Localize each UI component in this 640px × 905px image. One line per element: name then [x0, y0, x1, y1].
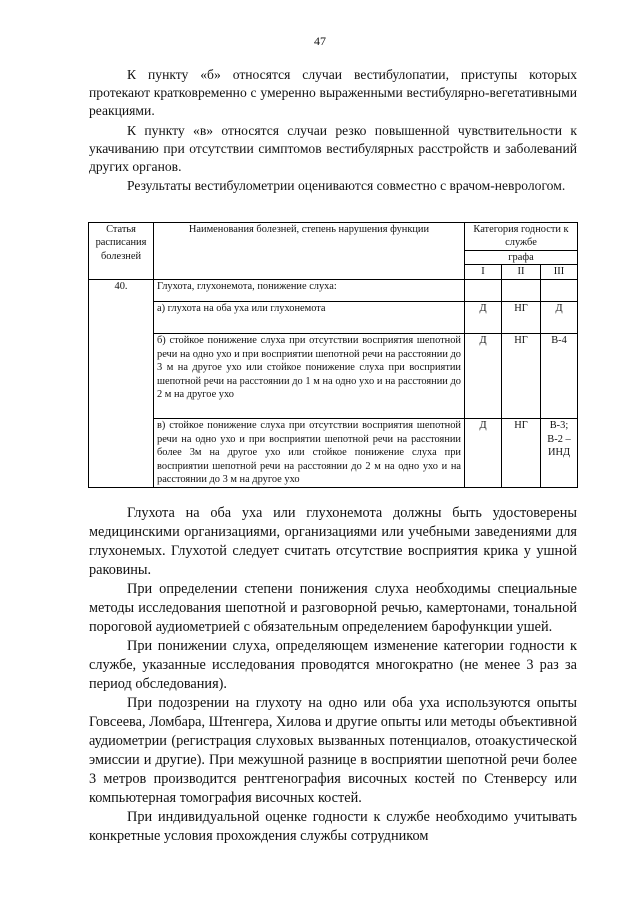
header-column: графа [465, 250, 578, 264]
paragraph: При определении степени понижения слуха необходимы специальные методы исследования шепотной и разговорной речью, камертонами, тональной пороговой аудиометрией с обязательным определением барофункции ушей. [89, 581, 577, 635]
table-row [89, 334, 578, 419]
cell-line: В-3; [549, 420, 569, 432]
disease-table [88, 222, 578, 488]
item-text: в) стойкое понижение слуха при отсутствии восприятия шепотной речи на одно ухо и при восприятии шепотной речи на расстоянии более 3м на другое ухо или стойкое понижение слуха при восприятии шепотной речи на расстоянии до 2 м на одно ухо и на расстоянии до 3 м на другое ухо [154, 419, 465, 487]
cell-value: НГ [502, 419, 541, 487]
header-article: Статья расписания болезней [89, 223, 154, 280]
column-number: III [541, 265, 578, 279]
column-number: II [502, 265, 541, 279]
paragraph: К пункту «б» относятся случаи вестибулопатии, приступы которых протекают кратковременно с умеренно выраженными вестибулярно-вегетативными реакциями. [89, 67, 577, 119]
paragraph: При понижении слуха, определяющем изменение категории годности к службе, указанные исследования проводятся многократно (не менее 3 раз за период обследования). [89, 638, 577, 692]
cell-line: ИНД [547, 447, 571, 459]
cell-value: Д [465, 419, 502, 487]
top-text [89, 66, 577, 195]
cell-value: Д [465, 302, 502, 334]
header-category: Категория годности к службе [465, 223, 578, 251]
cell-value: НГ [502, 334, 541, 419]
cell-line: В-2 – [547, 433, 571, 445]
cell-value: НГ [502, 302, 541, 334]
item-text: а) глухота на оба уха или глухонемота [154, 302, 465, 334]
article-number: 40. [89, 279, 154, 487]
cell-value: Д [541, 302, 578, 334]
table-row [89, 279, 578, 301]
page-number: 47 [314, 34, 326, 48]
paragraph: Глухота на оба уха или глухонемота должны быть удостоверены медицинскими организациями, организациями или учебными заведениями для глухонемых. Глухотой следует считать отсутствие восприятия крика у ушной раковины. [89, 505, 577, 578]
item-text: б) стойкое понижение слуха при отсутствии восприятия шепотной речи на одно ухо и при восприятии шепотной речи на расстоянии до 3 м на другое ухо или стойкое понижение слуха при восприятии шепотной речи на расстоянии до 1 м на одно ухо и на расстоянии до 2 м на другое ухо [154, 334, 465, 419]
paragraph: При подозрении на глухоту на одно или оба уха используются опыты Говсеева, Ломбара, Штенгера, Хилова и другие опыты или методы объективной аудиометрии (регистрация слуховых вызванных потенциалов, отоакустической эмиссии и другие). При межушной разнице в восприятии шепотной речи более 3 метров производится рентгенография височных костей по Стенверсу или компьютерная томография височных костей. [89, 695, 577, 806]
column-number: I [465, 265, 502, 279]
cell-value: В-4 [541, 334, 578, 419]
table-row [89, 419, 578, 487]
header-name: Наименования болезней, степень нарушения функции [154, 223, 465, 280]
table-row [89, 302, 578, 334]
paragraph: К пункту «в» относятся случаи резко повышенной чувствительности к укачиванию при отсутствии симптомов вестибулярных расстройств и заболеваний других органов. [89, 122, 577, 175]
paragraph: При индивидуальной оценке годности к службе необходимо учитывать конкретные условия прохождения службы сотрудником [89, 809, 577, 844]
article-title: Глухота, глухонемота, понижение слуха: [154, 279, 465, 301]
cell-value: Д [465, 334, 502, 419]
paragraph: Результаты вестибулометрии оцениваются совместно с врачом-неврологом. [127, 178, 566, 194]
cell-value [541, 419, 578, 487]
bottom-text [89, 504, 577, 846]
